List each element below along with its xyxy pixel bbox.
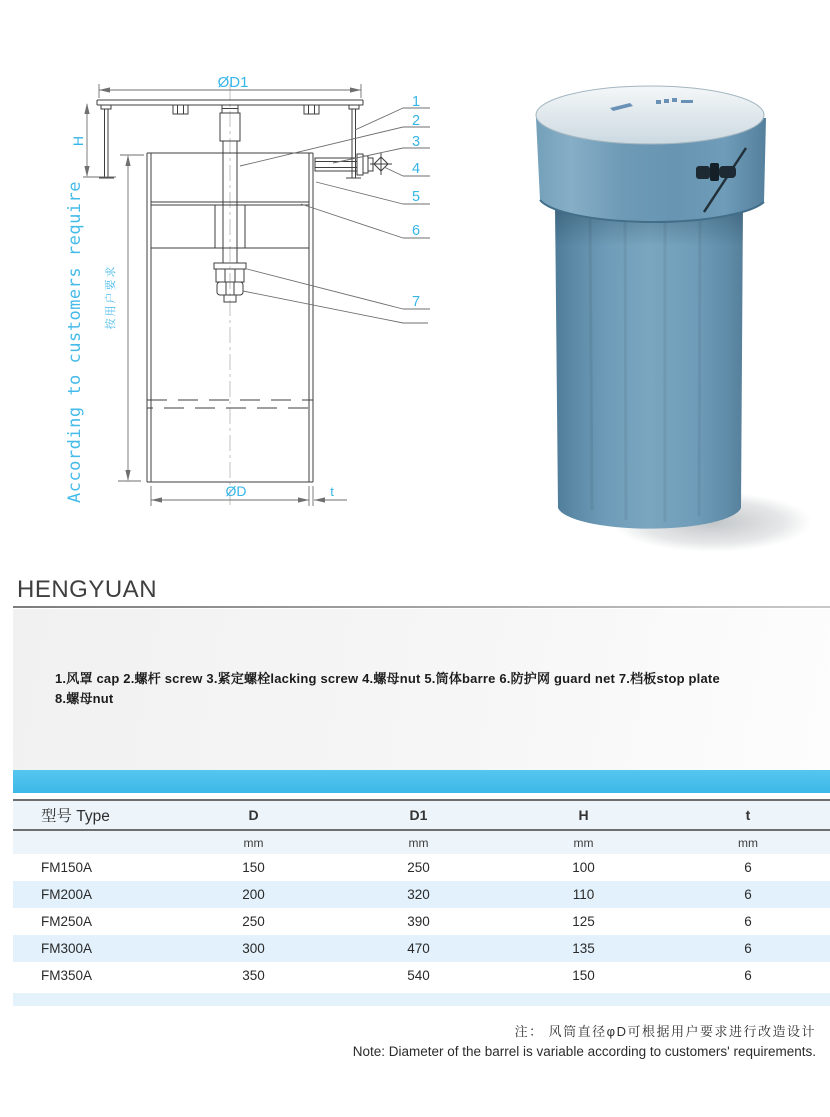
table-row — [13, 908, 830, 935]
cell-t: 6 — [744, 887, 752, 902]
brand-rule — [13, 606, 830, 608]
barrel-body — [555, 200, 743, 529]
table-accent-band — [13, 770, 830, 793]
cell-d1: 250 — [407, 860, 430, 875]
cell-type: FM150A — [41, 860, 93, 875]
callout-1: 1 — [411, 94, 421, 110]
cell-h: 100 — [572, 860, 595, 875]
callout-2: 2 — [411, 113, 421, 129]
callout-3: 3 — [411, 134, 421, 150]
cell-type: FM350A — [41, 968, 93, 983]
dim-label-h: H — [70, 135, 86, 147]
cell-d: 150 — [242, 860, 265, 875]
unit-cell — [13, 830, 171, 854]
dim-label-d: ØD — [225, 483, 247, 499]
cell-type: FM300A — [41, 941, 93, 956]
cell-d1: 540 — [407, 968, 430, 983]
brand-title: HENGYUAN — [17, 576, 158, 603]
table-row — [13, 935, 830, 962]
drawing-labels — [70, 74, 420, 499]
table-header-row — [13, 800, 830, 830]
parts-list — [55, 669, 720, 709]
callout-6: 6 — [411, 223, 421, 239]
cell-type: FM200A — [41, 887, 93, 902]
vertical-note-chinese: 按用户要求 — [105, 264, 117, 330]
cell-t: 6 — [744, 941, 752, 956]
col-header-h: H — [578, 807, 589, 823]
table-unit-row — [13, 830, 830, 854]
parts-panel — [13, 609, 830, 770]
cell-t: 6 — [744, 860, 752, 875]
unit-cell: mm — [573, 835, 594, 850]
col-header-t: t — [745, 807, 751, 823]
product-photo — [460, 40, 830, 560]
cell-t: 6 — [744, 968, 752, 983]
footnote-english: Note: Diameter of the barrel is variable according to customers' requirements. — [352, 1044, 816, 1059]
cell-d1: 470 — [407, 941, 430, 956]
cell-d: 250 — [242, 914, 265, 929]
spec-table-section — [13, 770, 830, 1006]
table-row — [13, 881, 830, 908]
unit-cell: mm — [243, 835, 264, 850]
col-header-d: D — [248, 807, 259, 823]
cell-d1: 320 — [407, 887, 430, 902]
dimension-lines — [83, 84, 430, 506]
table-row — [13, 962, 830, 989]
cell-h: 110 — [572, 887, 595, 902]
spec-table — [13, 799, 830, 989]
callout-5: 5 — [411, 189, 421, 205]
col-header-type: 型号 Type — [41, 808, 110, 825]
cell-d: 200 — [242, 887, 265, 902]
col-header-d1: D1 — [409, 807, 428, 823]
cell-h: 135 — [572, 941, 595, 956]
table-row — [13, 854, 830, 881]
cell-t: 6 — [744, 914, 752, 929]
unit-cell: mm — [408, 835, 429, 850]
cell-type: FM250A — [41, 914, 93, 929]
cell-h: 150 — [572, 968, 595, 983]
callout-4: 4 — [411, 161, 421, 177]
footnote — [353, 1022, 816, 1061]
vertical-note-english: According to customers require — [65, 180, 85, 504]
dim-label-t: t — [330, 484, 334, 499]
parts-list-line2: 8.螺母nut — [55, 691, 114, 707]
dim-label-d1: ØD1 — [217, 74, 249, 91]
unit-cell: mm — [738, 835, 758, 850]
table-tail-band — [13, 993, 830, 1006]
parts-list-line1: 1.风罩 cap 2.螺杆 screw 3.紧定螺栓lacking screw 4.螺母nut 5.筒体barre 6.防护网 guard net 7.档板stop plate — [55, 671, 720, 686]
cell-d1: 390 — [407, 914, 430, 929]
cell-d: 300 — [242, 941, 265, 956]
footnote-chinese: 注： 风筒直径φD可根据用户要求进行改造设计 — [514, 1024, 816, 1039]
cell-h: 125 — [572, 914, 595, 929]
cell-d: 350 — [242, 968, 265, 983]
cap-top-disc — [536, 86, 764, 144]
callout-7: 7 — [411, 294, 421, 310]
